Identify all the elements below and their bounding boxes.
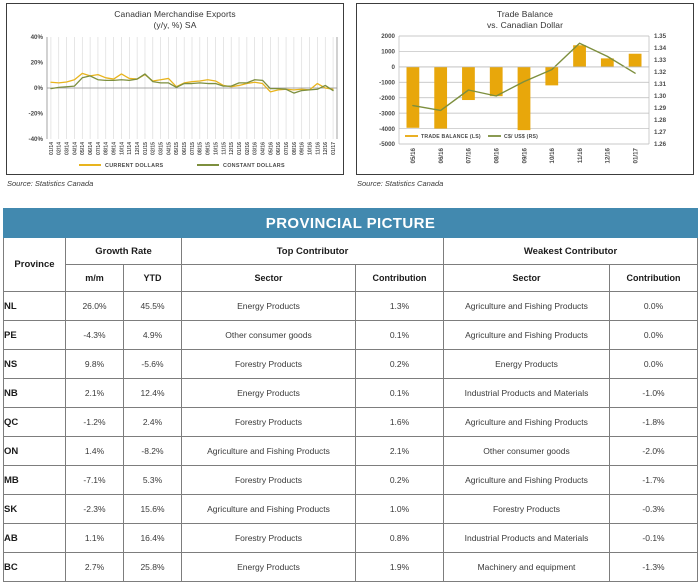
cell-top-sector: Forestry Products xyxy=(182,408,356,437)
y-axis-right-tick-label: 1.31 xyxy=(654,81,667,89)
x-axis-tick-label: 07/15 xyxy=(189,142,196,155)
y-axis-right-tick-label: 1.29 xyxy=(654,105,667,113)
cell-mm: -1.2% xyxy=(66,408,124,437)
cell-top-sector: Energy Products xyxy=(182,553,356,582)
bar-trade-balance xyxy=(573,45,586,67)
header-weak-contribution: Contribution xyxy=(610,265,698,292)
x-axis-tick-label: 09/15 xyxy=(205,142,212,155)
x-axis-tick-label: 01/14 xyxy=(48,142,55,155)
x-axis-tick-label: 09/14 xyxy=(111,142,118,155)
x-axis-tick-label: 09/16 xyxy=(299,142,306,155)
cell-weak-contribution: -0.1% xyxy=(610,524,698,553)
cell-mm: 26.0% xyxy=(66,292,124,321)
x-axis-tick-label: 10/15 xyxy=(213,142,220,155)
x-axis-tick-label: 07/14 xyxy=(95,142,102,155)
exports-plot-area xyxy=(7,4,343,174)
chart-title-trade-line1: Trade Balance xyxy=(496,9,554,19)
y-axis-left-tick-label: 0 xyxy=(391,64,395,72)
chart-title-trade-line2: vs. Canadian Dollar xyxy=(486,20,564,30)
y-axis-tick-label: -40% xyxy=(28,136,43,144)
x-axis-tick-label: 04/16 xyxy=(260,142,267,155)
cell-mm: -7.1% xyxy=(66,466,124,495)
cell-ytd: 25.8% xyxy=(124,553,182,582)
bar-trade-balance xyxy=(434,67,447,129)
cell-weak-contribution: -1.3% xyxy=(610,553,698,582)
cell-top-contribution: 0.1% xyxy=(356,321,444,350)
x-axis-tick-label: 05/16 xyxy=(410,148,418,164)
cell-weak-contribution: -1.7% xyxy=(610,466,698,495)
x-axis-tick-label: 06/14 xyxy=(88,142,95,155)
header-growth-rate: Growth Rate xyxy=(66,238,182,265)
cell-ytd: 45.5% xyxy=(124,292,182,321)
x-axis-tick-label: 02/15 xyxy=(150,142,157,155)
header-top-contribution: Contribution xyxy=(356,265,444,292)
x-axis-tick-label: 08/16 xyxy=(493,148,501,164)
y-axis-left-tick-label: -1000 xyxy=(379,79,395,87)
x-axis-tick-label: 11/16 xyxy=(576,148,584,164)
x-axis-tick-label: 08/14 xyxy=(103,142,110,155)
table-header-row-2 xyxy=(4,265,698,292)
table-row xyxy=(4,350,698,379)
y-axis-left-tick-label: -2000 xyxy=(379,94,395,102)
table-row xyxy=(4,408,698,437)
y-axis-left-tick-label: 2000 xyxy=(381,33,395,41)
y-axis-right-tick-label: 1.28 xyxy=(654,117,667,125)
chart-title-exports-line1: Canadian Merchandise Exports xyxy=(114,9,236,19)
bar-trade-balance xyxy=(518,67,531,130)
cell-ytd: 4.9% xyxy=(124,321,182,350)
cell-mm: 2.1% xyxy=(66,379,124,408)
header-province: Province xyxy=(4,238,66,292)
source-note-trade-balance: Source: Statistics Canada xyxy=(357,179,444,188)
y-axis-tick-label: 40% xyxy=(30,34,43,42)
bar-trade-balance xyxy=(629,54,642,67)
cell-top-sector: Other consumer goods xyxy=(182,321,356,350)
cell-weak-contribution: -2.0% xyxy=(610,437,698,466)
chart-frame-exports xyxy=(6,3,344,175)
x-axis-tick-label: 05/15 xyxy=(174,142,181,155)
header-top-sector: Sector xyxy=(182,265,356,292)
cell-weak-sector: Machinery and equipment xyxy=(444,553,610,582)
x-axis-tick-label: 10/14 xyxy=(119,142,126,155)
exports-line-chart xyxy=(7,4,345,176)
table-banner: PROVINCIAL PICTURE xyxy=(4,209,698,238)
x-axis-tick-label: 12/14 xyxy=(135,142,142,155)
y-axis-right-tick-label: 1.33 xyxy=(654,57,667,65)
cell-weak-sector: Forestry Products xyxy=(444,495,610,524)
cell-province: QC xyxy=(4,408,66,437)
table-banner-row xyxy=(4,209,698,238)
y-axis-right-tick-label: 1.35 xyxy=(654,33,667,41)
x-axis-tick-label: 04/15 xyxy=(166,142,173,155)
cell-top-contribution: 1.9% xyxy=(356,553,444,582)
cell-weak-contribution: -1.0% xyxy=(610,379,698,408)
chart-title-exports-line2: (y/y, %) SA xyxy=(153,20,197,30)
cell-weak-sector: Industrial Products and Materials xyxy=(444,524,610,553)
legend-label: CONSTANT DOLLARS xyxy=(223,163,285,169)
chart-frame-trade-balance xyxy=(356,3,694,175)
cell-top-contribution: 2.1% xyxy=(356,437,444,466)
table-row xyxy=(4,321,698,350)
cell-weak-sector: Industrial Products and Materials xyxy=(444,379,610,408)
cell-weak-sector: Agriculture and Fishing Products xyxy=(444,408,610,437)
cell-mm: 2.7% xyxy=(66,553,124,582)
cell-ytd: -5.6% xyxy=(124,350,182,379)
x-axis-tick-label: 01/17 xyxy=(330,142,337,155)
cell-top-contribution: 1.6% xyxy=(356,408,444,437)
x-axis-tick-label: 11/15 xyxy=(221,142,228,155)
x-axis-tick-label: 10/16 xyxy=(549,148,557,164)
bar-trade-balance xyxy=(490,67,503,96)
provincial-picture-table-block xyxy=(3,208,697,582)
table-header-row-1 xyxy=(4,238,698,265)
cell-weak-contribution: 0.0% xyxy=(610,321,698,350)
bar-trade-balance xyxy=(407,67,420,128)
x-axis-tick-label: 02/14 xyxy=(56,142,63,155)
header-top-contributor: Top Contributor xyxy=(182,238,444,265)
x-axis-tick-label: 06/15 xyxy=(182,142,189,155)
cell-top-contribution: 0.2% xyxy=(356,350,444,379)
x-axis-tick-label: 06/16 xyxy=(437,148,445,164)
bar-trade-balance xyxy=(462,67,475,100)
x-axis-tick-label: 08/16 xyxy=(291,142,298,155)
cell-top-sector: Energy Products xyxy=(182,379,356,408)
table-row xyxy=(4,466,698,495)
cell-mm: 1.1% xyxy=(66,524,124,553)
table-row xyxy=(4,553,698,582)
table-row xyxy=(4,292,698,321)
cell-province: BC xyxy=(4,553,66,582)
x-axis-tick-label: 03/16 xyxy=(252,142,259,155)
cell-province: MB xyxy=(4,466,66,495)
cell-weak-contribution: -0.3% xyxy=(610,495,698,524)
y-axis-right-tick-label: 1.27 xyxy=(654,129,667,137)
provincial-picture-table xyxy=(3,208,698,582)
y-axis-tick-label: -20% xyxy=(28,110,43,118)
table-body xyxy=(4,292,698,582)
x-axis-tick-label: 01/15 xyxy=(142,142,149,155)
cell-province: SK xyxy=(4,495,66,524)
cell-weak-sector: Energy Products xyxy=(444,350,610,379)
y-axis-tick-label: 20% xyxy=(30,59,43,67)
legend-label: TRADE BALANCE (LS) xyxy=(421,134,481,140)
header-weakest-contributor: Weakest Contributor xyxy=(444,238,698,265)
trade-balance-combo-chart xyxy=(357,4,695,176)
cell-top-contribution: 0.8% xyxy=(356,524,444,553)
header-ytd: YTD xyxy=(124,265,182,292)
cell-top-sector: Forestry Products xyxy=(182,466,356,495)
y-axis-right-tick-label: 1.32 xyxy=(654,69,667,77)
y-axis-left-tick-label: -4000 xyxy=(379,125,395,133)
x-axis-tick-label: 10/16 xyxy=(307,142,314,155)
cell-top-sector: Agriculture and Fishing Products xyxy=(182,495,356,524)
x-axis-tick-label: 05/16 xyxy=(268,142,275,155)
x-axis-tick-label: 03/15 xyxy=(158,142,165,155)
cell-top-sector: Energy Products xyxy=(182,292,356,321)
cell-weak-contribution: -1.8% xyxy=(610,408,698,437)
cell-top-contribution: 1.3% xyxy=(356,292,444,321)
x-axis-tick-label: 07/16 xyxy=(465,148,473,164)
cell-ytd: 16.4% xyxy=(124,524,182,553)
x-axis-tick-label: 06/16 xyxy=(276,142,283,155)
x-axis-tick-label: 04/14 xyxy=(72,142,79,155)
x-axis-tick-label: 12/15 xyxy=(229,142,236,155)
x-axis-tick-label: 05/14 xyxy=(80,142,87,155)
x-axis-tick-label: 07/16 xyxy=(283,142,290,155)
x-axis-tick-label: 02/16 xyxy=(244,142,251,155)
x-axis-tick-label: 01/17 xyxy=(632,148,640,164)
table-row xyxy=(4,524,698,553)
x-axis-tick-label: 03/14 xyxy=(64,142,71,155)
cell-ytd: 15.6% xyxy=(124,495,182,524)
cell-province: PE xyxy=(4,321,66,350)
cell-province: NB xyxy=(4,379,66,408)
x-axis-tick-label: 11/16 xyxy=(315,142,322,155)
chart-panel-trade-balance xyxy=(350,0,700,205)
cell-ytd: -8.2% xyxy=(124,437,182,466)
x-axis-tick-label: 09/16 xyxy=(521,148,529,164)
header-mm: m/m xyxy=(66,265,124,292)
table-row xyxy=(4,495,698,524)
y-axis-left-tick-label: 1000 xyxy=(381,48,395,56)
cell-mm: -4.3% xyxy=(66,321,124,350)
charts-row xyxy=(0,0,700,205)
cell-province: NS xyxy=(4,350,66,379)
cell-weak-contribution: 0.0% xyxy=(610,292,698,321)
x-axis-tick-label: 11/14 xyxy=(127,142,134,155)
cell-top-sector: Agriculture and Fishing Products xyxy=(182,437,356,466)
table-row xyxy=(4,437,698,466)
legend-label: CURRENT DOLLARS xyxy=(105,163,164,169)
cell-weak-sector: Agriculture and Fishing Products xyxy=(444,292,610,321)
x-axis-tick-label: 12/16 xyxy=(323,142,330,155)
cell-province: NL xyxy=(4,292,66,321)
y-axis-left-tick-label: -3000 xyxy=(379,110,395,118)
cell-top-contribution: 0.2% xyxy=(356,466,444,495)
chart-panel-exports xyxy=(0,0,350,205)
cell-top-contribution: 1.0% xyxy=(356,495,444,524)
cell-mm: 1.4% xyxy=(66,437,124,466)
cell-weak-contribution: 0.0% xyxy=(610,350,698,379)
cell-mm: -2.3% xyxy=(66,495,124,524)
legend-label: C$/ US$ (RS) xyxy=(504,134,539,140)
x-axis-tick-label: 08/15 xyxy=(197,142,204,155)
cell-ytd: 2.4% xyxy=(124,408,182,437)
y-axis-right-tick-label: 1.26 xyxy=(654,141,667,149)
y-axis-left-tick-label: -5000 xyxy=(379,141,395,149)
trade-balance-plot-area xyxy=(357,4,693,174)
cell-mm: 9.8% xyxy=(66,350,124,379)
cell-weak-sector: Agriculture and Fishing Products xyxy=(444,321,610,350)
table-row xyxy=(4,379,698,408)
cell-province: ON xyxy=(4,437,66,466)
cell-ytd: 5.3% xyxy=(124,466,182,495)
source-note-exports: Source: Statistics Canada xyxy=(7,179,94,188)
y-axis-right-tick-label: 1.34 xyxy=(654,45,667,53)
x-axis-tick-label: 12/16 xyxy=(604,148,612,164)
cell-top-sector: Forestry Products xyxy=(182,524,356,553)
cell-top-contribution: 0.1% xyxy=(356,379,444,408)
cell-weak-sector: Other consumer goods xyxy=(444,437,610,466)
header-weak-sector: Sector xyxy=(444,265,610,292)
x-axis-tick-label: 01/16 xyxy=(236,142,243,155)
cell-ytd: 12.4% xyxy=(124,379,182,408)
y-axis-tick-label: 0% xyxy=(34,85,43,93)
cell-province: AB xyxy=(4,524,66,553)
cell-weak-sector: Agriculture and Fishing Products xyxy=(444,466,610,495)
y-axis-right-tick-label: 1.30 xyxy=(654,93,667,101)
cell-top-sector: Forestry Products xyxy=(182,350,356,379)
